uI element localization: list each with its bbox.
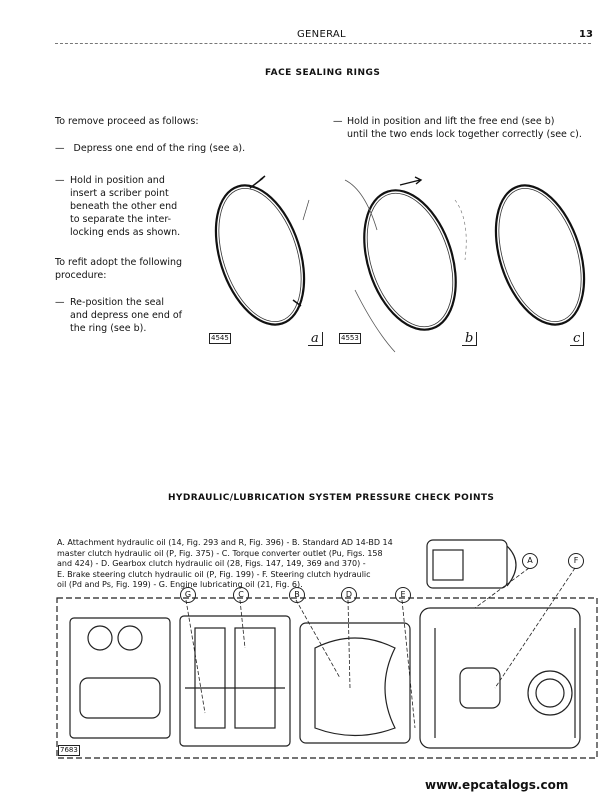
- step-2-line: to separate the inter-: [70, 214, 172, 225]
- caption-line: oil (Pd and Ps, Fig. 199) - G. Engine lubricating oil (21, Fig. 6).: [57, 580, 303, 589]
- step-1-text: Depress one end of the ring (see a).: [73, 143, 246, 154]
- footer-watermark: www.epcatalogs.com: [425, 778, 569, 792]
- face-sealing-ring-figures: [205, 160, 605, 355]
- machine-drawing: [57, 540, 597, 758]
- step-dash: —: [55, 297, 65, 308]
- figure-tag-a: 4545: [211, 334, 229, 342]
- step-1: [55, 142, 265, 155]
- step-dash: —: [55, 175, 65, 186]
- step-2-line: insert a scriber point: [70, 188, 169, 199]
- ring-figure-b: [345, 177, 472, 352]
- figure-tag-b: 4553: [341, 334, 359, 342]
- step-3-line: and depress one end of: [70, 310, 183, 321]
- callout-b: B: [289, 587, 305, 603]
- page-header-title: GENERAL: [297, 29, 346, 40]
- intro-text: To remove proceed as follows:: [55, 116, 199, 127]
- callout-d: D: [341, 587, 357, 603]
- caption-line: E. Brake steering clutch hydraulic oil (P, Fig. 199) - F. Steering clutch hydraulic: [57, 569, 371, 579]
- step-4-line: until the two ends lock together correctly (see c).: [347, 129, 582, 140]
- step-dash: —: [55, 143, 65, 154]
- ring-figure-c: [480, 174, 601, 336]
- refit-line: To refit adopt the following: [55, 257, 183, 268]
- step-3-line: Re-position the seal: [70, 297, 164, 308]
- step-2-line: beneath the other end: [70, 201, 178, 212]
- page-number: 13: [579, 29, 593, 40]
- caption-line: A. Attachment hydraulic oil (14, Fig. 293 and R, Fig. 396) - B. Standard AD 14-BD 14: [57, 538, 393, 547]
- figure-letter-b: b: [462, 332, 477, 346]
- refit-line: procedure:: [55, 270, 107, 281]
- caption-line: and 424) - D. Gearbox clutch hydraulic oil (28, Figs. 147, 149, 369 and 370) -: [57, 559, 366, 568]
- callout-g: G: [180, 587, 196, 603]
- step-3: [55, 296, 190, 335]
- step-2-line: Hold in position and: [70, 175, 165, 186]
- callout-e: E: [395, 587, 411, 603]
- refit-text: [55, 256, 195, 282]
- step-4: [333, 115, 598, 141]
- step-3-line: the ring (see b).: [70, 323, 147, 334]
- figure-letter-c: c: [570, 332, 584, 346]
- figure-letter-a: a: [308, 332, 323, 346]
- header-rule: [55, 43, 591, 44]
- ring-figure-a: [205, 174, 320, 336]
- callout-f: F: [568, 553, 584, 569]
- callout-c: C: [233, 587, 249, 603]
- step-dash: —: [333, 116, 343, 127]
- section-title-face-sealing-rings: FACE SEALING RINGS: [265, 68, 381, 78]
- caption-line: master clutch hydraulic oil (P, Fig. 375) - C. Torque converter outlet (Pu, Figs. 158: [57, 548, 383, 558]
- step-2: [55, 174, 185, 239]
- step-2-line: locking ends as shown.: [70, 227, 181, 238]
- callout-a: A: [522, 553, 538, 569]
- pressure-check-points-illustration: [55, 528, 600, 763]
- figure-tag-pressure: 7683: [60, 746, 78, 754]
- section-title-pressure-check-points: HYDRAULIC/LUBRICATION SYSTEM PRESSURE CHECK POINTS: [168, 493, 495, 503]
- step-4-line: Hold in position and lift the free end (see b): [347, 116, 555, 127]
